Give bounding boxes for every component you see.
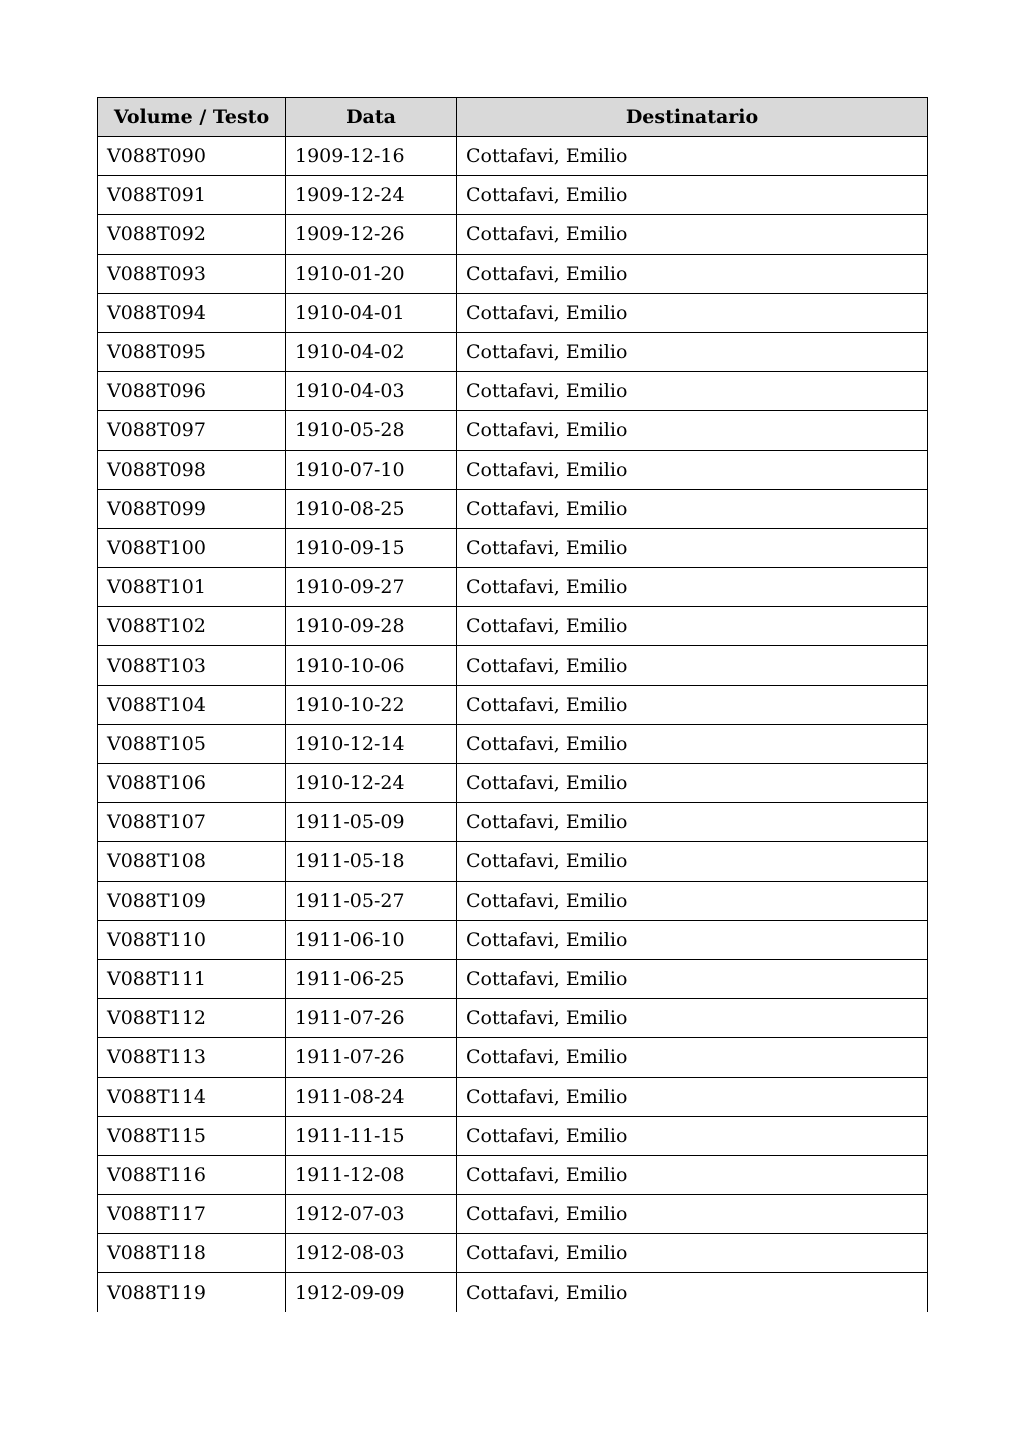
table-row [98,881,928,920]
cell-data: 1910-10-22 [286,685,457,724]
table-row [98,568,928,607]
cell-data: 1910-08-25 [286,489,457,528]
cell-volume-testo: V088T108 [98,842,286,881]
table-row [98,999,928,1038]
table-row [98,1077,928,1116]
cell-volume-testo: V088T105 [98,724,286,763]
table-row [98,176,928,215]
table-body [98,137,928,1313]
cell-data: 1911-08-24 [286,1077,457,1116]
cell-volume-testo: V088T114 [98,1077,286,1116]
cell-data: 1910-04-01 [286,293,457,332]
cell-volume-testo: V088T091 [98,176,286,215]
cell-volume-testo: V088T101 [98,568,286,607]
cell-data: 1911-12-08 [286,1155,457,1194]
table-row [98,1273,928,1312]
table-row [98,959,928,998]
cell-volume-testo: V088T112 [98,999,286,1038]
table-row [98,254,928,293]
cell-volume-testo: V088T099 [98,489,286,528]
cell-volume-testo: V088T106 [98,764,286,803]
cell-data: 1911-07-26 [286,1038,457,1077]
cell-data: 1911-07-26 [286,999,457,1038]
cell-destinatario: Cottafavi, Emilio [457,646,928,685]
cell-destinatario: Cottafavi, Emilio [457,959,928,998]
table-row [98,842,928,881]
cell-data: 1910-12-24 [286,764,457,803]
cell-destinatario: Cottafavi, Emilio [457,489,928,528]
cell-volume-testo: V088T096 [98,372,286,411]
cell-destinatario: Cottafavi, Emilio [457,568,928,607]
cell-data: 1910-01-20 [286,254,457,293]
cell-destinatario: Cottafavi, Emilio [457,411,928,450]
cell-destinatario: Cottafavi, Emilio [457,607,928,646]
table-row [98,1038,928,1077]
cell-data: 1911-11-15 [286,1116,457,1155]
cell-data: 1910-05-28 [286,411,457,450]
cell-data: 1910-04-02 [286,332,457,371]
cell-volume-testo: V088T115 [98,1116,286,1155]
cell-data: 1912-09-09 [286,1273,457,1312]
cell-data: 1911-05-27 [286,881,457,920]
cell-volume-testo: V088T097 [98,411,286,450]
table-row [98,137,928,176]
table-row [98,724,928,763]
cell-data: 1910-09-28 [286,607,457,646]
cell-destinatario: Cottafavi, Emilio [457,176,928,215]
cell-data: 1911-05-09 [286,803,457,842]
cell-data: 1912-08-03 [286,1234,457,1273]
cell-volume-testo: V088T098 [98,450,286,489]
cell-volume-testo: V088T090 [98,137,286,176]
header-row [98,98,928,137]
table-row [98,293,928,332]
table-row [98,411,928,450]
cell-destinatario: Cottafavi, Emilio [457,1077,928,1116]
cell-data: 1909-12-26 [286,215,457,254]
cell-data: 1911-06-25 [286,959,457,998]
table-row [98,215,928,254]
cell-volume-testo: V088T107 [98,803,286,842]
cell-volume-testo: V088T119 [98,1273,286,1312]
table-row [98,646,928,685]
cell-data: 1910-07-10 [286,450,457,489]
cell-destinatario: Cottafavi, Emilio [457,1155,928,1194]
table-row [98,607,928,646]
table-row [98,803,928,842]
cell-destinatario: Cottafavi, Emilio [457,528,928,567]
table-row [98,685,928,724]
cell-volume-testo: V088T111 [98,959,286,998]
cell-destinatario: Cottafavi, Emilio [457,1273,928,1312]
table-row [98,372,928,411]
cell-data: 1909-12-16 [286,137,457,176]
cell-destinatario: Cottafavi, Emilio [457,920,928,959]
cell-volume-testo: V088T092 [98,215,286,254]
table-row [98,489,928,528]
cell-volume-testo: V088T117 [98,1195,286,1234]
table-row [98,764,928,803]
cell-volume-testo: V088T100 [98,528,286,567]
table-row [98,1116,928,1155]
cell-volume-testo: V088T104 [98,685,286,724]
table-row [98,1234,928,1273]
cell-destinatario: Cottafavi, Emilio [457,1195,928,1234]
cell-destinatario: Cottafavi, Emilio [457,685,928,724]
cell-destinatario: Cottafavi, Emilio [457,881,928,920]
cell-destinatario: Cottafavi, Emilio [457,999,928,1038]
table-row [98,1155,928,1194]
cell-destinatario: Cottafavi, Emilio [457,1038,928,1077]
table-row [98,450,928,489]
cell-destinatario: Cottafavi, Emilio [457,1116,928,1155]
cell-destinatario: Cottafavi, Emilio [457,764,928,803]
header-destinatario: Destinatario [457,98,928,137]
table-row [98,1195,928,1234]
cell-destinatario: Cottafavi, Emilio [457,450,928,489]
header-data: Data [286,98,457,137]
cell-volume-testo: V088T095 [98,332,286,371]
cell-volume-testo: V088T102 [98,607,286,646]
cell-data: 1909-12-24 [286,176,457,215]
header-volume-testo: Volume / Testo [98,98,286,137]
cell-volume-testo: V088T116 [98,1155,286,1194]
cell-data: 1910-09-15 [286,528,457,567]
cell-volume-testo: V088T113 [98,1038,286,1077]
letters-table [97,97,928,1312]
cell-destinatario: Cottafavi, Emilio [457,254,928,293]
cell-data: 1912-07-03 [286,1195,457,1234]
table-row [98,920,928,959]
cell-data: 1910-10-06 [286,646,457,685]
cell-data: 1910-12-14 [286,724,457,763]
cell-volume-testo: V088T094 [98,293,286,332]
cell-destinatario: Cottafavi, Emilio [457,332,928,371]
table-header [98,98,928,137]
cell-data: 1910-09-27 [286,568,457,607]
cell-volume-testo: V088T109 [98,881,286,920]
cell-data: 1911-06-10 [286,920,457,959]
table-row [98,332,928,371]
cell-destinatario: Cottafavi, Emilio [457,293,928,332]
cell-destinatario: Cottafavi, Emilio [457,803,928,842]
cell-data: 1911-05-18 [286,842,457,881]
cell-destinatario: Cottafavi, Emilio [457,137,928,176]
cell-destinatario: Cottafavi, Emilio [457,1234,928,1273]
cell-volume-testo: V088T103 [98,646,286,685]
cell-destinatario: Cottafavi, Emilio [457,724,928,763]
cell-volume-testo: V088T110 [98,920,286,959]
cell-destinatario: Cottafavi, Emilio [457,372,928,411]
cell-destinatario: Cottafavi, Emilio [457,215,928,254]
cell-volume-testo: V088T118 [98,1234,286,1273]
cell-destinatario: Cottafavi, Emilio [457,842,928,881]
table-row [98,528,928,567]
cell-data: 1910-04-03 [286,372,457,411]
cell-volume-testo: V088T093 [98,254,286,293]
